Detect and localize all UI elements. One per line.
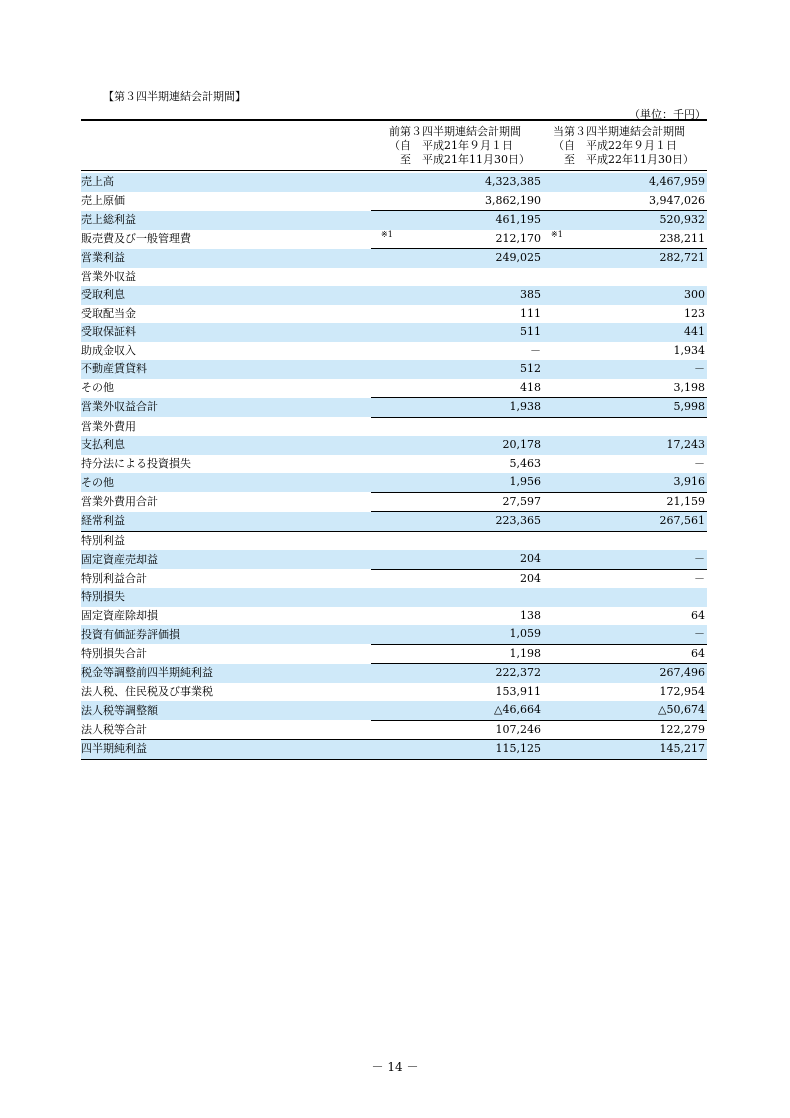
header-bottom-rule	[81, 170, 707, 171]
current-value	[541, 268, 707, 287]
row-label: 売上高	[81, 173, 371, 192]
prev-value: －	[530, 343, 541, 357]
current-value: 64	[691, 608, 705, 622]
unit-label: （単位：千円）	[629, 108, 706, 121]
current-value: 1,934	[673, 343, 705, 357]
prev-value: 138	[520, 608, 541, 622]
prev-value: 5,463	[509, 456, 541, 470]
prev-value: 4,323,385	[371, 173, 541, 192]
table-row	[81, 455, 707, 474]
prev-value	[371, 531, 541, 550]
table-row	[81, 569, 707, 588]
prev-value: 222,372	[371, 664, 541, 683]
row-label: 営業外収益	[81, 269, 136, 283]
current-value: 441	[541, 323, 707, 342]
current-value: 3,198	[541, 379, 707, 398]
prev-value: 204	[371, 550, 541, 569]
row-label: 営業外費用合計	[81, 494, 158, 508]
row-label: 特別利益	[81, 533, 125, 547]
page-number: － 14 －	[371, 1060, 419, 1074]
row-label: その他	[81, 381, 114, 394]
table-row	[81, 417, 707, 436]
table-row	[81, 492, 707, 512]
prev-value: 3,862,190	[371, 192, 541, 211]
prev-value: 111	[520, 306, 541, 320]
prev-value	[371, 417, 541, 436]
table-row	[81, 249, 707, 268]
row-label: 特別利益合計	[81, 571, 147, 585]
row-label: 営業外収益合計	[81, 398, 371, 418]
table-row	[81, 664, 707, 683]
current-value: 64	[541, 644, 707, 664]
table-row	[81, 211, 707, 230]
current-value: 5,998	[541, 398, 707, 418]
current-value: 300	[541, 286, 707, 305]
current-value: 145,217	[541, 740, 707, 760]
table-row	[81, 683, 707, 702]
current-value	[541, 417, 707, 436]
current-value: 282,721	[541, 249, 707, 268]
current-value: 17,243	[541, 436, 707, 455]
row-label: 特別損失	[81, 588, 371, 607]
row-label: 受取保証料	[81, 323, 371, 342]
table-row	[81, 701, 707, 720]
prev-value: 1,938	[371, 398, 541, 418]
current-value	[541, 531, 707, 550]
prev-value: 512	[371, 360, 541, 379]
row-label: 固定資産除却損	[81, 608, 158, 622]
row-label: その他	[81, 473, 371, 492]
current-value: 520,932	[541, 211, 707, 230]
prev-value: 249,025	[371, 249, 541, 268]
prev-value	[371, 230, 541, 249]
current-value: 21,159	[541, 492, 707, 512]
row-label: 営業利益	[81, 249, 371, 268]
table-row	[81, 720, 707, 740]
row-label: 特別損失合計	[81, 646, 147, 660]
column-header-current-period: 当第３四半期連結会計期間 （自 平成22年９月１日 至 平成22年11月30日）	[553, 125, 694, 166]
note-marker: ※1	[551, 229, 563, 239]
prev-value: 107,246	[371, 720, 541, 740]
table-row	[81, 588, 707, 607]
row-label: 売上原価	[81, 194, 125, 207]
prev-value: 223,365	[371, 512, 541, 532]
current-value: －	[694, 571, 705, 585]
prev-value: △46,664	[371, 701, 541, 720]
note-marker: ※1	[381, 229, 393, 239]
row-label: 支払利息	[81, 436, 371, 455]
current-value: 3,916	[541, 473, 707, 492]
current-value-text: 238,211	[659, 231, 705, 245]
prev-value: 1,198	[371, 644, 541, 664]
current-value	[541, 230, 707, 249]
table-row	[81, 550, 707, 569]
table-row	[81, 173, 707, 192]
table-row	[81, 342, 707, 361]
table-row	[81, 268, 707, 287]
row-label: 法人税、住民税及び事業税	[81, 684, 213, 698]
table-row	[81, 192, 707, 211]
table-row	[81, 398, 707, 418]
current-value	[541, 588, 707, 607]
prev-value: 1,059	[371, 625, 541, 644]
prev-value: 1,956	[371, 473, 541, 492]
table-row	[81, 230, 707, 249]
prev-value	[371, 588, 541, 607]
table-row	[81, 625, 707, 644]
prev-value: 20,178	[371, 436, 541, 455]
row-label: 営業外費用	[81, 419, 136, 433]
row-label: 販売費及び一般管理費	[81, 232, 191, 245]
current-value: 267,561	[541, 512, 707, 532]
prev-value: 204	[520, 571, 541, 585]
table-row	[81, 740, 707, 760]
table-row	[81, 360, 707, 379]
table-row	[81, 644, 707, 664]
row-label: 固定資産売却益	[81, 550, 371, 569]
table-top-rule	[81, 119, 707, 121]
row-label: 法人税等合計	[81, 720, 371, 740]
prev-value-text: 212,170	[495, 231, 541, 245]
current-value: 122,279	[541, 720, 707, 740]
prev-value: 385	[371, 286, 541, 305]
row-label: 税金等調整前四半期純利益	[81, 664, 371, 683]
table-row	[81, 512, 707, 532]
column-header-prev-period: 前第３四半期連結会計期間 （自 平成21年９月１日 至 平成21年11月30日）	[389, 125, 530, 166]
row-label: 受取利息	[81, 286, 371, 305]
current-value: △50,674	[541, 701, 707, 720]
current-value: －	[541, 550, 707, 569]
current-value: －	[541, 360, 707, 379]
current-value: －	[541, 625, 707, 644]
prev-value: 511	[371, 323, 541, 342]
row-label: 不動産賃貸料	[81, 360, 371, 379]
table-row	[81, 286, 707, 305]
current-value: －	[694, 456, 705, 470]
prev-value: 418	[371, 379, 541, 398]
row-label: 四半期純利益	[81, 740, 371, 760]
prev-value: 153,911	[495, 684, 541, 698]
row-label: 経常利益	[81, 512, 371, 532]
prev-value	[371, 268, 541, 287]
table-row	[81, 379, 707, 398]
prev-value: 27,597	[371, 492, 541, 512]
current-value: 123	[684, 306, 705, 320]
table-row	[81, 323, 707, 342]
table-row	[81, 305, 707, 324]
prev-value: 115,125	[371, 740, 541, 760]
row-label: 持分法による投資損失	[81, 456, 191, 470]
section-title: 【第３四半期連結会計期間】	[103, 90, 246, 103]
row-label: 受取配当金	[81, 306, 136, 320]
row-label: 法人税等調整額	[81, 701, 371, 720]
income-statement-table	[81, 173, 707, 760]
prev-value: 461,195	[371, 211, 541, 230]
current-value: 3,947,026	[541, 192, 707, 211]
current-value: 4,467,959	[541, 173, 707, 192]
row-label: 売上総利益	[81, 211, 371, 230]
table-row	[81, 436, 707, 455]
current-value: 267,496	[541, 664, 707, 683]
row-label: 投資有価証券評価損	[81, 625, 371, 644]
current-value: 172,954	[659, 684, 705, 698]
table-row	[81, 473, 707, 492]
row-label: 助成金収入	[81, 343, 136, 357]
table-row	[81, 607, 707, 626]
table-row	[81, 531, 707, 550]
